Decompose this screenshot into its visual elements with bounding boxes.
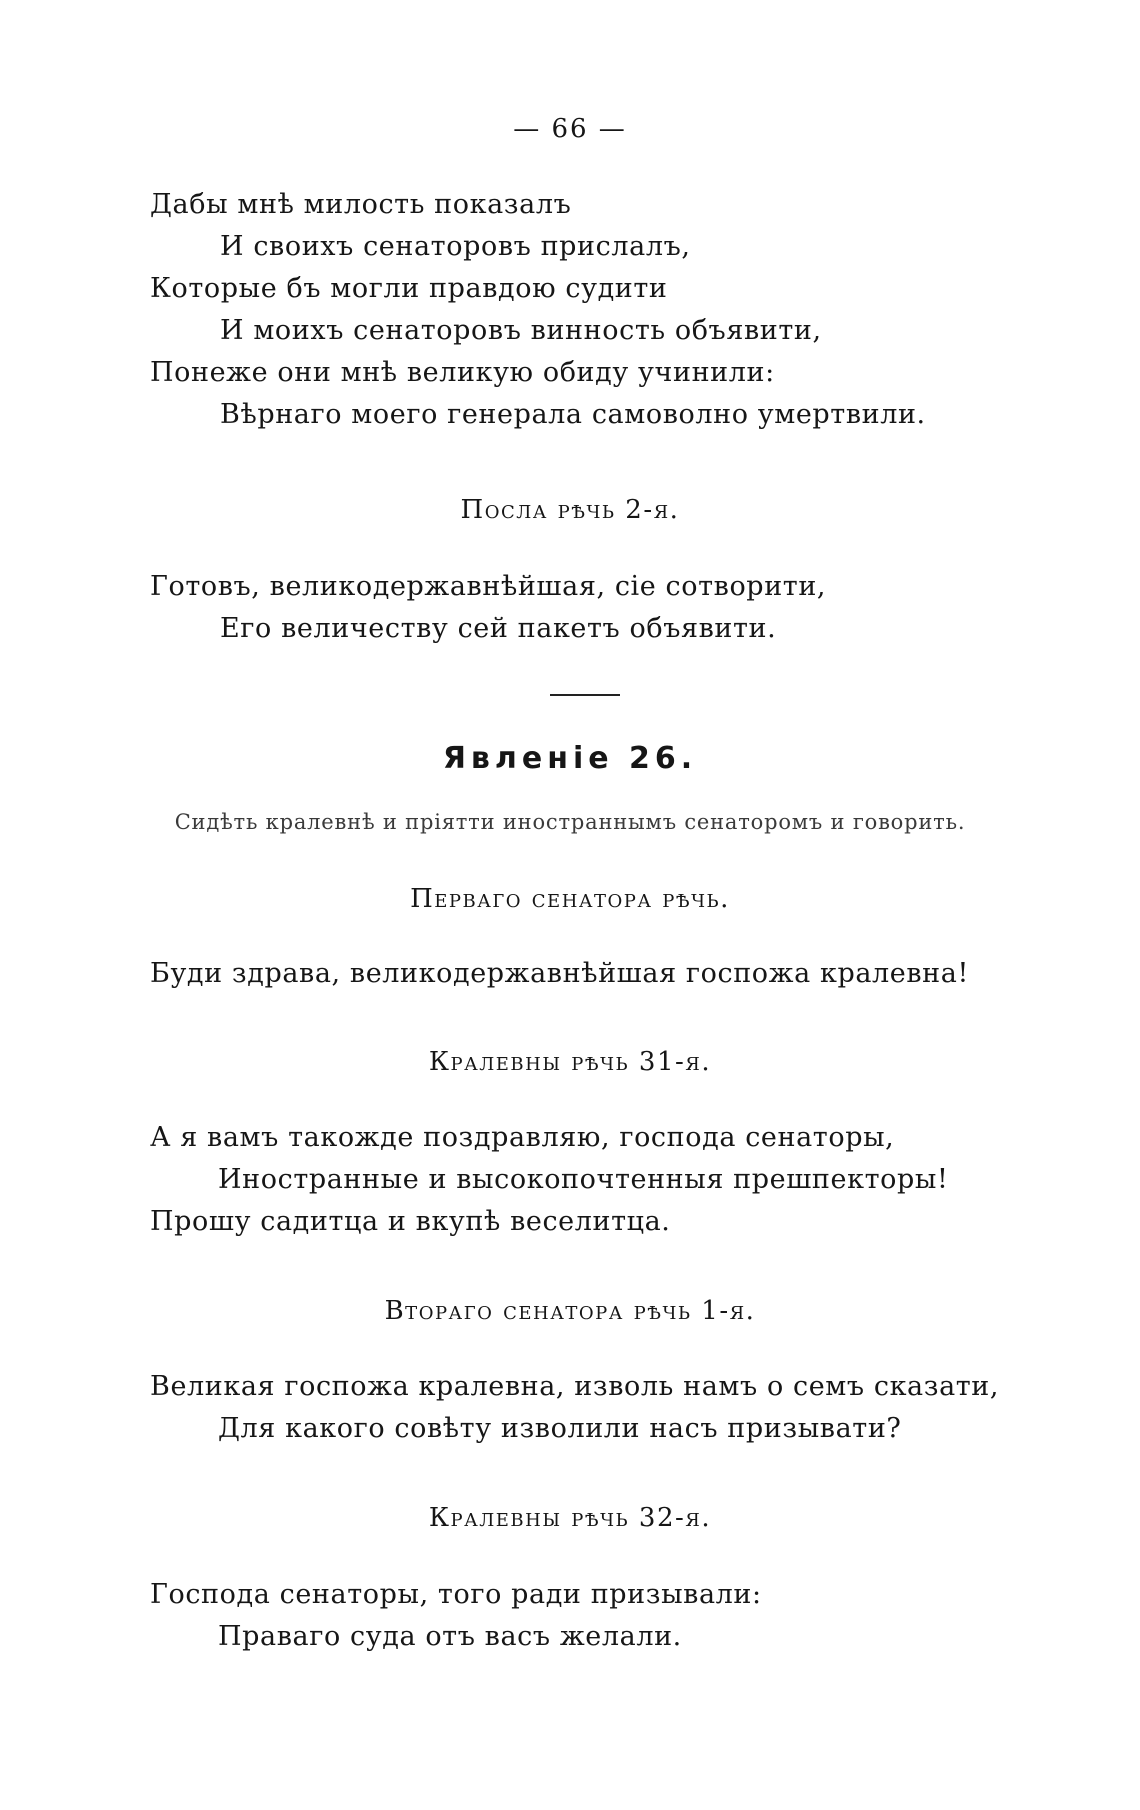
verse-line: Праваго суда отъ васъ желали.	[218, 1621, 682, 1652]
page-number: — 66 —	[513, 114, 627, 144]
verse-line: Прошу садитца и вкупѣ веселитца.	[150, 1206, 671, 1237]
scene-title: Явленіе 26.	[442, 741, 698, 776]
speech-heading: Кралевны рѣчь 31-я.	[428, 1047, 712, 1077]
verse-line: Дабы мнѣ милость показалъ	[150, 189, 572, 220]
verse-line: И своихъ сенаторовъ прислалъ,	[220, 231, 691, 262]
stage-direction: Сидѣть кралевнѣ и пріятти иностраннымъ сенаторомъ и говорить.	[174, 810, 966, 834]
speech-heading: Перваго сенатора рѣчь.	[410, 884, 730, 914]
verse-line: Иностранные и высокопочтенныя прешпекторы!	[218, 1164, 949, 1195]
section-divider	[550, 694, 620, 696]
verse-line: И моихъ сенаторовъ винность объявити,	[220, 315, 822, 346]
verse-line: Понеже они мнѣ великую обиду учинили:	[150, 357, 775, 388]
verse-line: Которые бъ могли правдою судити	[150, 273, 668, 304]
verse-line: Вѣрнаго моего генерала самоволно умертвили.	[220, 399, 926, 430]
speech-heading: Посла рѣчь 2-я.	[460, 495, 680, 525]
speech-heading: Втораго сенатора рѣчь 1-я.	[384, 1296, 756, 1326]
verse-line: А я вамъ такожде поздравляю, господа сенаторы,	[150, 1122, 895, 1153]
verse-line: Буди здрава, великодержавнѣйшая госпожа кралевна!	[150, 958, 969, 989]
verse-line: Готовъ, великодержавнѣйшая, сіе сотворити,	[150, 571, 827, 602]
verse-line: Господа сенаторы, того ради призывали:	[150, 1579, 762, 1610]
verse-line: Его величеству сей пакетъ объявити.	[220, 613, 777, 644]
verse-line: Для какого совѣту изволили насъ призывати?	[218, 1413, 902, 1444]
speech-heading: Кралевны рѣчь 32-я.	[428, 1503, 712, 1533]
verse-line: Великая госпожа кралевна, изволь намъ о семъ сказати,	[150, 1371, 1000, 1402]
